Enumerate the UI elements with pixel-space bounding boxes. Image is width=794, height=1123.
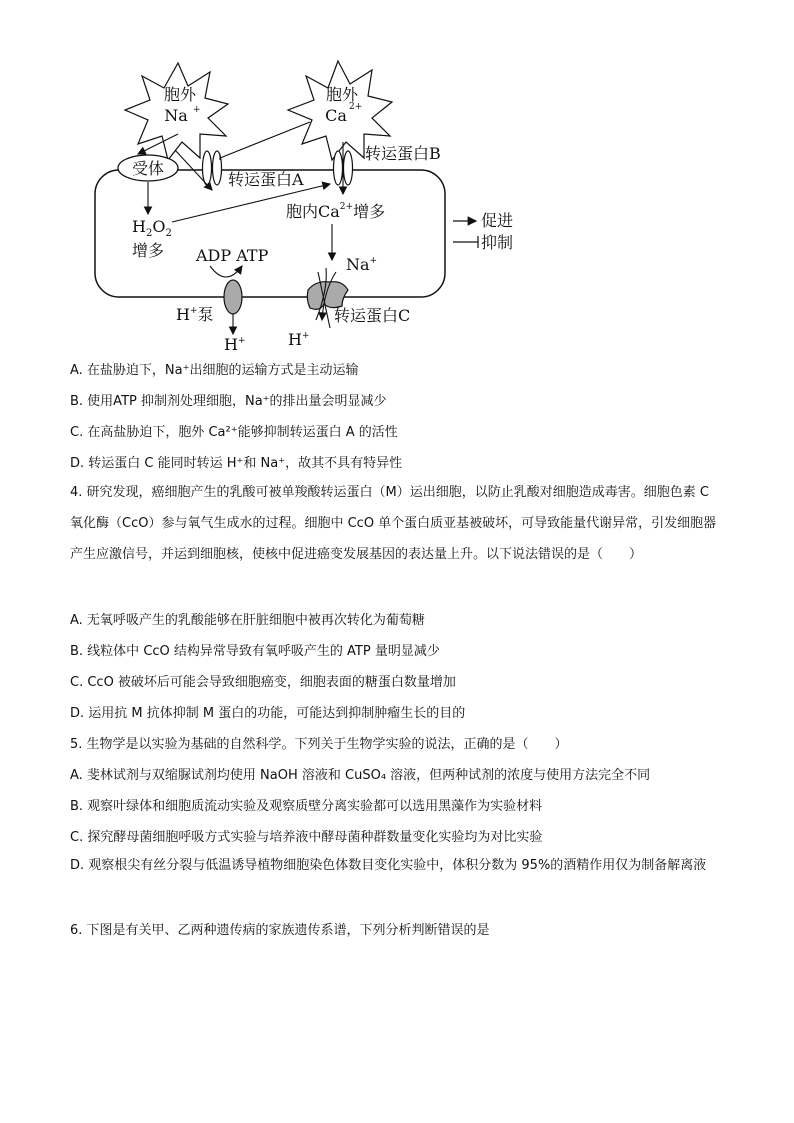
q5-stem: 5. 生物学是以实验为基础的自然科学。下列关于生物学实验的说法，正确的是（ ） [70,737,568,752]
q4-stem: 4. 研究发现，癌细胞产生的乳酸可被单羧酸转运蛋白（M）运出细胞，以防止乳酸对细胞造成毒害。细胞色素 C 氧化酶（CcO）参与氧气生成水的过程。细胞中 CcO 单个蛋白质亚基被破坏，可导致能量代谢异常，引发细胞器产生应激信号，并运到细胞核，使核中促进癌变发展基因的表达量上升。以下说法错误的是（ ） [70,485,717,562]
q5-option-b: B. 观察叶绿体和细胞质流动实验及观察质壁分离实验都可以选用黑藻作为实验材料 [70,799,543,814]
q5-option-a: A. 斐林试剂与双缩脲试剂均使用 NaOH 溶液和 CuSO₄ 溶液，但两种试剂的浓度与使用方法完全不同 [70,768,651,783]
h-pump [224,280,242,314]
q3-option-c: C. 在高盐胁迫下，胞外 Ca²⁺能够抑制转运蛋白 A 的活性 [70,425,398,440]
transporter-c-label: 转运蛋白C [334,306,411,325]
q3-option-a: A. 在盐胁迫下，Na⁺出细胞的运输方式是主动运输 [70,363,359,378]
q6-stem: 6. 下图是有关甲、乙两种遗传病的家族遗传系谱，下列分析判断错误的是 [70,923,490,938]
sun2-line1: 胞外 [325,85,359,104]
ca-inside-label: 胞内$Ca^{2+}$增多 [286,202,386,221]
sun2-line2: Ca [325,106,347,125]
transporter-b-left [334,151,343,185]
transporter-a-left [203,151,212,185]
sun1-sup: + [193,105,201,115]
q4-option-c: C. CcO 被破坏后可能会导致细胞癌变，细胞表面的糖蛋白数量增加 [70,675,456,690]
adp-atp-label: ADP ATP [196,246,269,265]
q4-option-a: A. 无氧呼吸产生的乳酸能够在肝脏细胞中被再次转化为葡萄糖 [70,613,425,628]
q3-option-d: D. 转运蛋白 C 能同时转运 H⁺和 Na⁺，故其不具有特异性 [70,456,403,471]
q5-option-c: C. 探究酵母菌细胞呼吸方式实验与培养液中酵母菌种群数量变化实验均为对比实验 [70,830,543,845]
legend-inhibit: 抑制 [481,233,514,252]
receptor-label: 受体 [131,159,165,178]
h-c-label: H+ [288,330,310,349]
q4-option-d: D. 运用抗 M 抗体抑制 M 蛋白的功能，可能达到抑制肿瘤生长的目的 [70,706,466,721]
sun1-line2: Na [164,106,188,125]
cell-transport-diagram [80,58,540,358]
q4-option-b: B. 线粒体中 CcO 结构异常导致有氧呼吸产生的 ATP 量明显减少 [70,644,440,659]
q3-option-b: B. 使用ATP 抑制剂处理细胞，Na⁺的排出量会明显减少 [70,394,387,409]
h2o2-label: $H_2O_2$ [132,217,172,239]
q5-option-d: D. 观察根尖有丝分裂与低温诱导植物细胞染色体数目变化实验中，体积分数为 95%的酒精作用仅为制备解离液 [70,858,707,873]
transporter-a-label: 转运蛋白A [228,170,304,189]
h-out-pump: H+ [224,335,246,354]
h2o2-increase: 增多 [132,241,165,260]
transporter-b-right [344,151,353,185]
sun2-sup: 2+ [349,102,363,112]
sun1-line1: 胞外 [163,85,197,104]
transporter-b-label: 转运蛋白B [365,144,441,163]
na-c-label: Na+ [346,255,378,274]
legend-promote: 促进 [481,211,514,230]
h-pump-label: H+泵 [176,305,214,324]
